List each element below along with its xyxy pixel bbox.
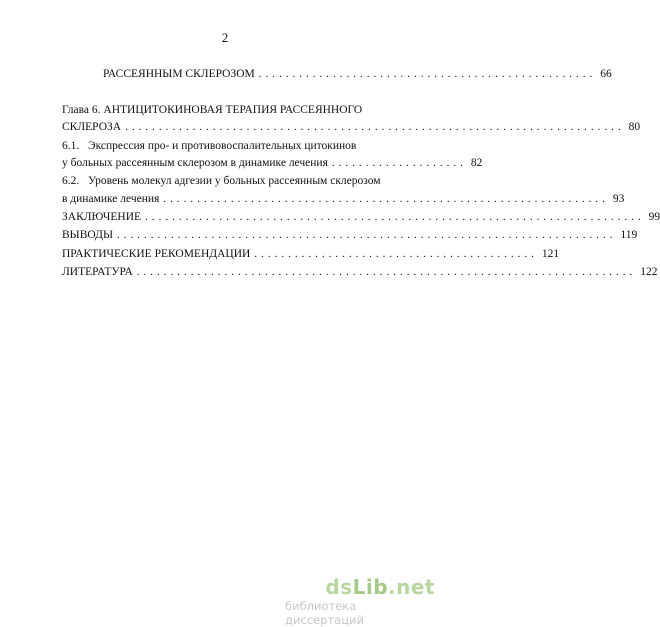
toc-line-6-1-cont: [62, 156, 483, 170]
toc-line-recommendations: [62, 247, 560, 261]
leader-dots: ..........................................: [254, 248, 538, 260]
toc-entry-text: ПРАКТИЧЕСКИЕ РЕКОМЕНДАЦИИ: [62, 248, 251, 260]
toc-entry-text: Уровень молекул адгезии у больных рассеянным склерозом: [88, 175, 381, 187]
toc-line-6-1-title: [62, 139, 356, 153]
toc-line-chapter6-title: [62, 103, 362, 117]
toc-page-number: 99: [648, 211, 660, 223]
section-number: 6.2.: [62, 175, 80, 187]
leader-dots: ..........................................................................: [145, 211, 645, 223]
toc-entry-text: ЛИТЕРАТУРА: [62, 266, 133, 278]
leader-dots: ..................................................: [258, 68, 597, 80]
leader-dots: ..........................................................................: [116, 229, 617, 241]
toc-page-number: 80: [628, 121, 641, 133]
toc-line-sclerosis: [62, 120, 641, 134]
leader-dots: ..........................................................................: [136, 266, 637, 278]
leader-dots: ....................: [331, 157, 467, 169]
toc-line-multiple-sclerosis: [103, 67, 612, 81]
toc-page-number: 66: [600, 68, 612, 80]
toc-entry-text: Глава 6. АНТИЦИТОКИНОВАЯ ТЕРАПИЯ РАССЕЯННОГО: [62, 104, 363, 116]
toc-entry-text: ВЫВОДЫ: [62, 229, 113, 241]
toc-page-number: 121: [541, 248, 560, 260]
toc-page-number: 122: [640, 266, 658, 278]
toc-line-conclusion: [62, 210, 660, 224]
leader-dots: ..........................................................................: [125, 121, 625, 133]
toc-line-findings: [62, 228, 638, 242]
toc-line-6-2-cont: [62, 192, 625, 206]
dslib-logo: dsLib.net: [325, 575, 435, 599]
watermark-subtitle: библиотека диссертаций: [285, 599, 364, 627]
toc-page-number: 93: [612, 193, 625, 205]
toc-line-literature: [62, 265, 658, 279]
section-number: 6.1.: [62, 140, 80, 152]
toc-entry-text: РАССЕЯННЫМ СКЛЕРОЗОМ: [103, 68, 255, 80]
leader-dots: ..................................................................: [163, 193, 609, 205]
dslib-watermark: [285, 575, 445, 627]
toc-page-number: 119: [620, 229, 638, 241]
toc-line-6-2-title: [62, 174, 381, 188]
page-number: 2: [221, 30, 229, 45]
toc-entry-text: Экспрессия про- и противовоспалительных цитокинов: [88, 140, 357, 152]
toc-page-number: 82: [470, 157, 483, 169]
toc-entry-text: СКЛЕРОЗА: [62, 121, 122, 133]
toc-entry-text: в динамике лечения: [62, 193, 160, 205]
toc-entry-text: у больных рассеянным склерозом в динамике лечения: [62, 157, 328, 169]
toc-entry-text: ЗАКЛЮЧЕНИЕ: [62, 211, 142, 223]
